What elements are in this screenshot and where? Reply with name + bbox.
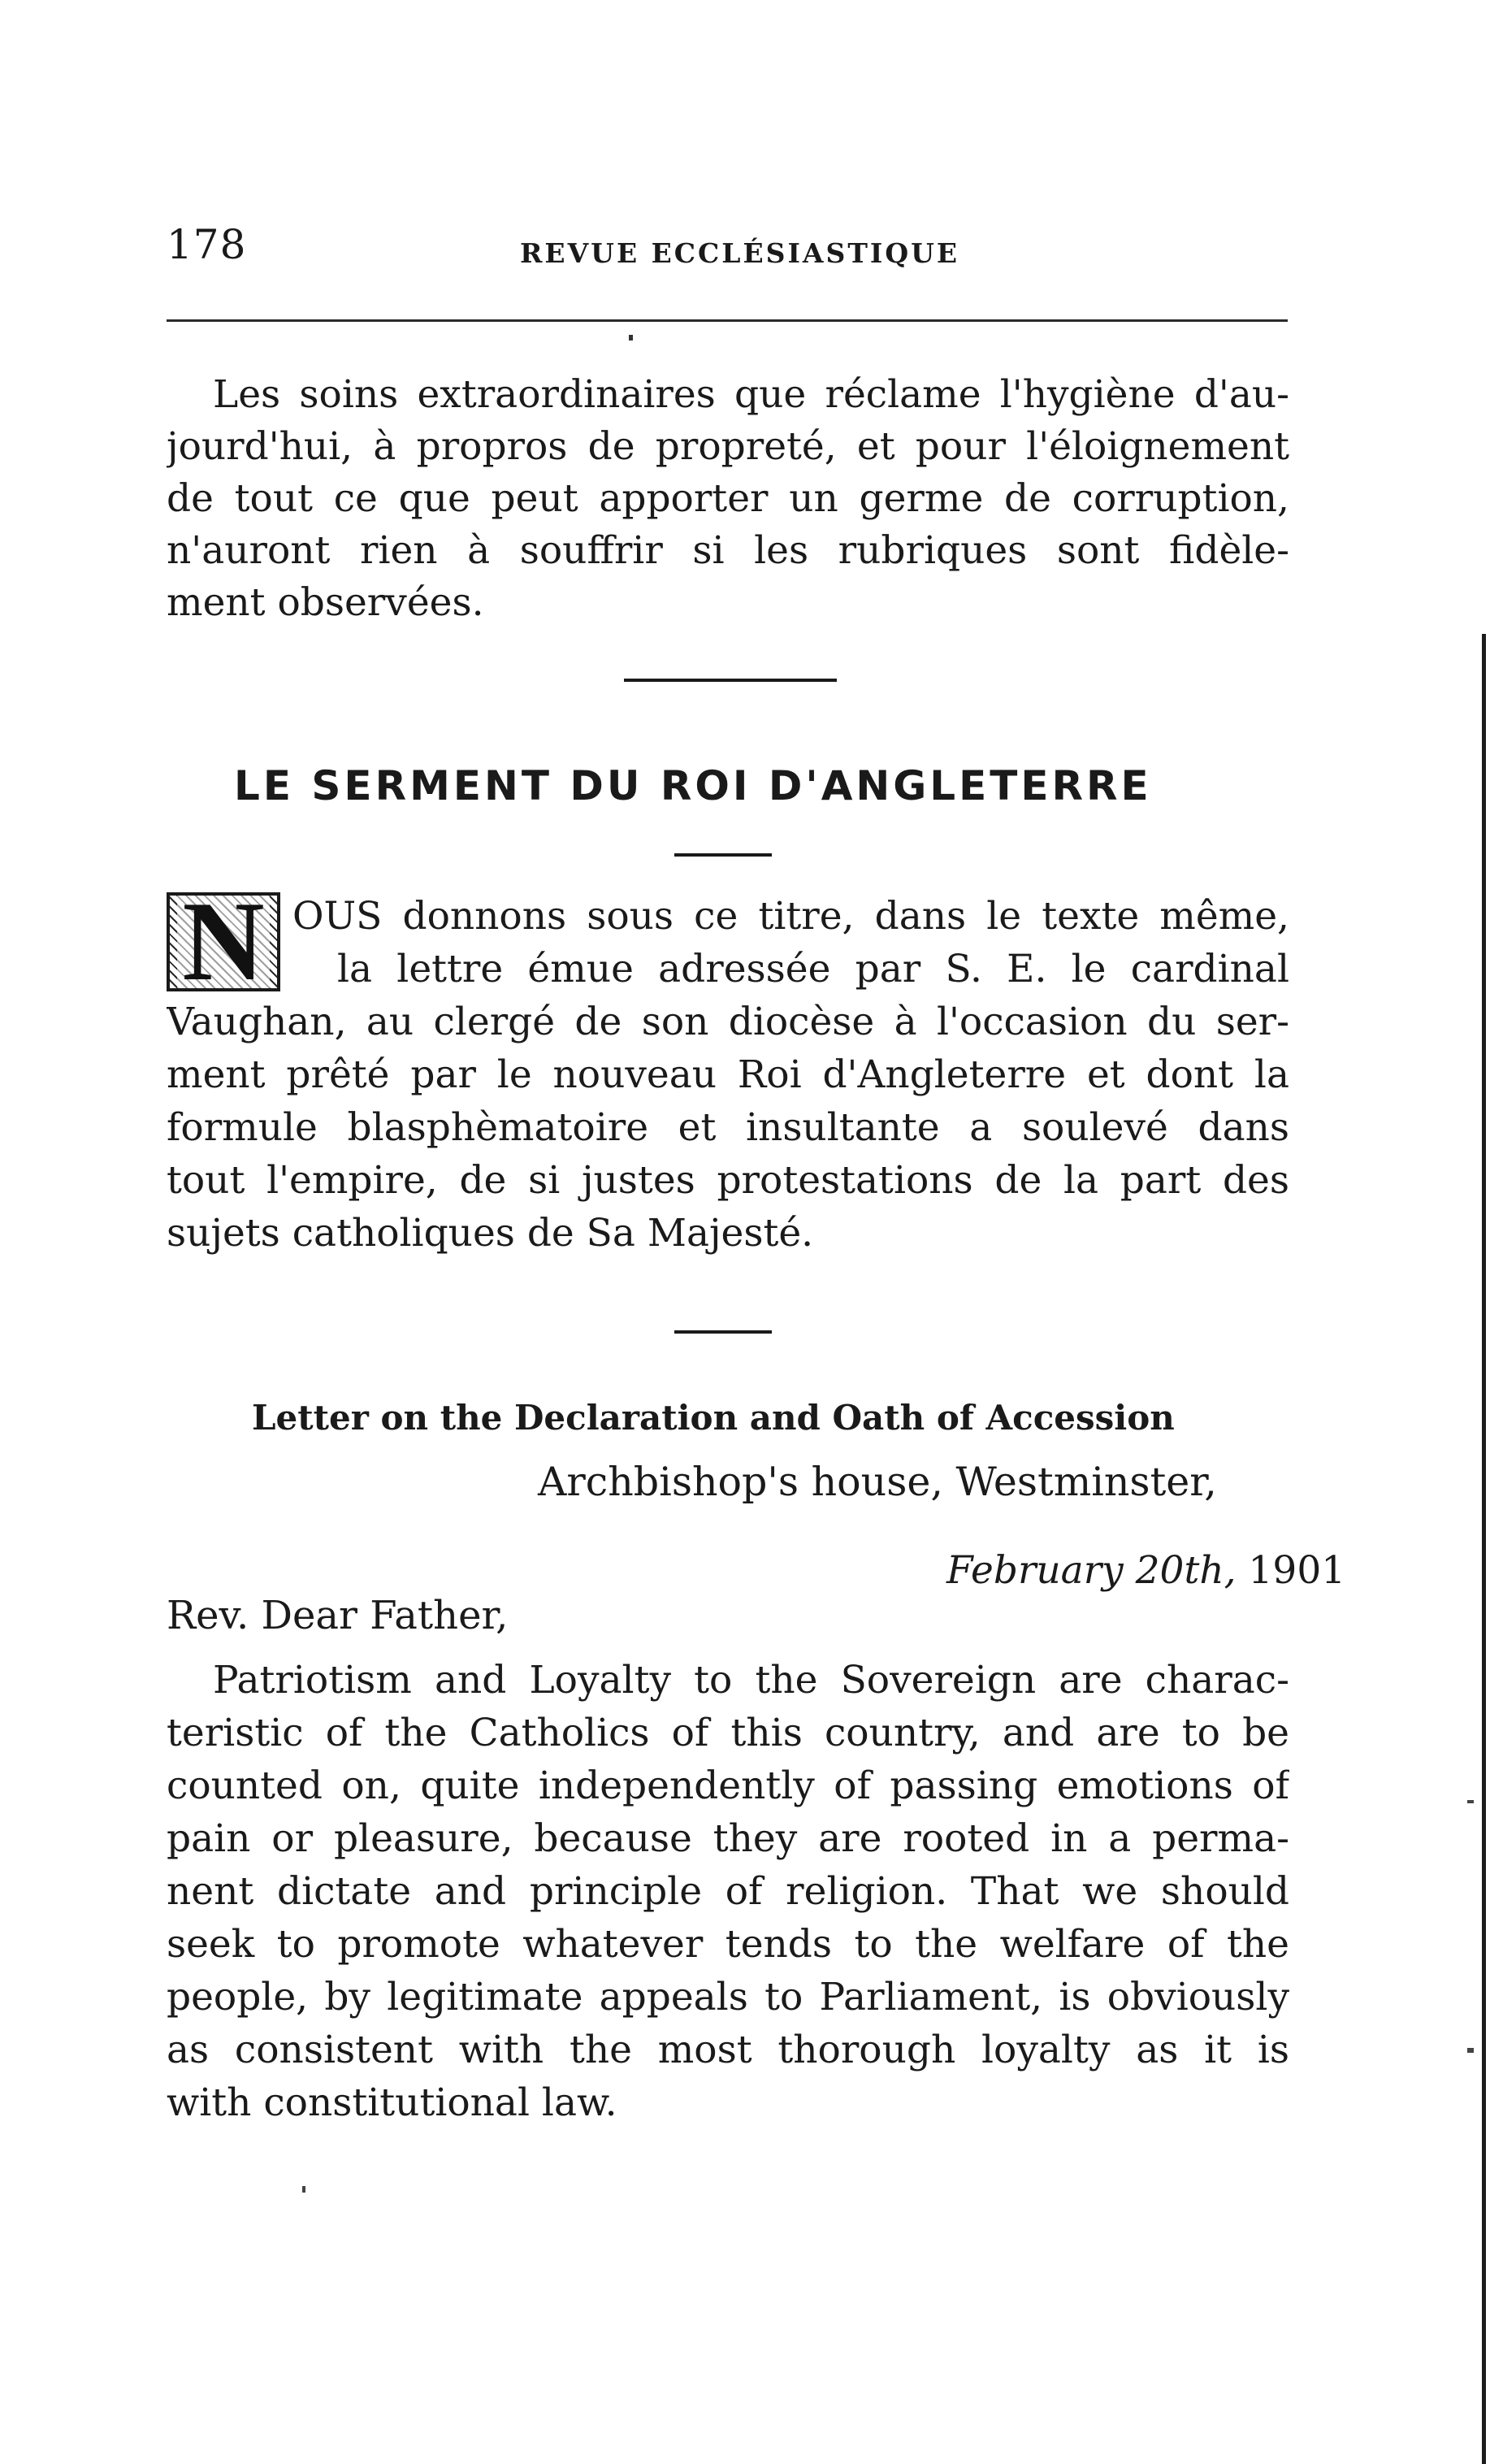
article-line: OUS donnons sous ce titre, dans le texte même, xyxy=(292,894,1289,939)
letter-line: pain or pleasure, because they are rooted in a perma- xyxy=(167,1816,1289,1861)
intro-line: de tout ce que peut apporter un germe de corruption, xyxy=(167,476,1289,521)
letter-line: counted on, quite independently of passing emotions of xyxy=(167,1763,1289,1808)
page-number: 178 xyxy=(167,221,247,268)
header-rule xyxy=(167,319,1288,322)
letter-rule xyxy=(674,1330,772,1334)
letter-line: as consistent with the most thorough loyalty as it is xyxy=(167,2028,1289,2072)
article-line: ment prêté par le nouveau Roi d'Angleterre et dont la xyxy=(167,1052,1289,1097)
letter-salutation: Rev. Dear Father, xyxy=(167,1593,509,1638)
header-dot-mark xyxy=(629,335,633,341)
running-title: REVUE ECCLÉSIASTIQUE xyxy=(520,237,960,269)
intro-line: n'auront rien à souffrir si les rubriques sont fidèle- xyxy=(167,528,1289,573)
intro-line: ment observées. xyxy=(167,580,484,625)
letter-date xyxy=(946,1548,1345,1593)
scan-edge-tick xyxy=(1467,1800,1474,1803)
letter-address: Archbishop's house, Westminster, xyxy=(538,1459,1217,1505)
article-line: sujets catholiques de Sa Majesté. xyxy=(167,1211,814,1256)
scan-edge-line xyxy=(1482,634,1486,2464)
letter-line: Patriotism and Loyalty to the Sovereign are charac- xyxy=(213,1658,1289,1703)
intro-line: Les soins extraordinaires que réclame l'hygiène d'au- xyxy=(213,372,1289,417)
letter-line: teristic of the Catholics of this country, and are to be xyxy=(167,1711,1289,1755)
letter-line: nent dictate and principle of religion. That we should xyxy=(167,1869,1289,1914)
letter-line: seek to promote whatever tends to the welfare of the xyxy=(167,1922,1289,1967)
scan-edge-tick xyxy=(1467,2048,1474,2053)
article-line: la lettre émue adressée par S. E. le cardinal xyxy=(337,947,1289,991)
letter-date-month-day: February 20th, xyxy=(946,1548,1237,1593)
letter-line: people, by legitimate appeals to Parliament, is obviously xyxy=(167,1975,1289,2019)
drop-cap-letter: N xyxy=(177,892,269,991)
section-title: LE SERMENT DU ROI D'ANGLETERRE xyxy=(234,762,1152,809)
intro-line: jourd'hui, à propros de propreté, et pour l'éloignement xyxy=(167,424,1289,469)
article-line: tout l'empire, de si justes protestations de la part des xyxy=(167,1158,1289,1203)
letter-line: with constitutional law. xyxy=(167,2080,617,2125)
letter-heading: Letter on the Declaration and Oath of Accession xyxy=(252,1398,1175,1438)
article-line: Vaughan, au clergé de son diocèse à l'occasion du ser- xyxy=(167,1000,1289,1044)
article-line: formule blasphèmatoire et insultante a soulevé dans xyxy=(167,1105,1289,1150)
letter-date-year: 1901 xyxy=(1248,1548,1346,1593)
scan-speck xyxy=(302,2186,305,2193)
drop-cap-ornament xyxy=(167,892,280,991)
section-rule-bottom xyxy=(674,853,772,857)
section-rule-top xyxy=(624,679,837,682)
